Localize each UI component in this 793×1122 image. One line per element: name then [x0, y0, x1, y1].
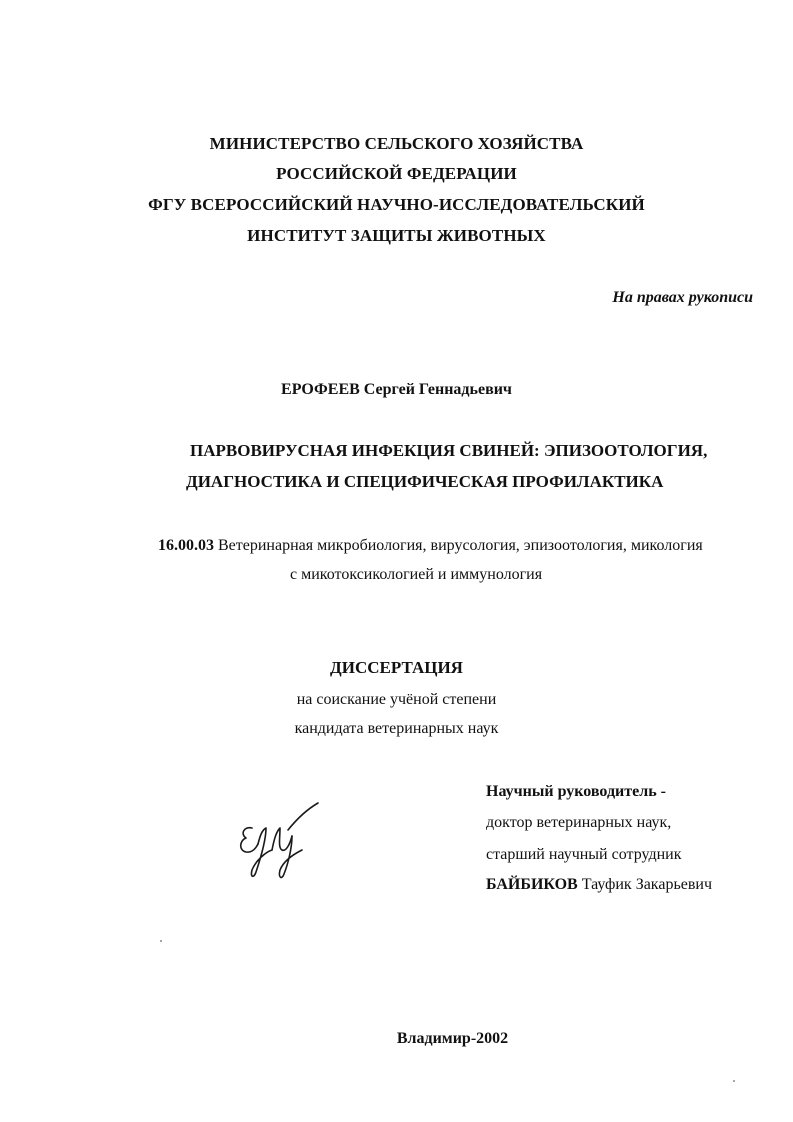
- scan-speck: [160, 940, 162, 942]
- institution-line-4: ИНСТИТУТ ЗАЩИТЫ ЖИВОТНЫХ: [247, 226, 546, 245]
- place-year: Владимир-2002: [396, 1030, 509, 1047]
- thesis-title-line-1: ПАРВОВИРУСНАЯ ИНФЕКЦИЯ СВИНЕЙ: ЭПИЗООТОЛОГИЯ,: [190, 441, 708, 460]
- supervisor-position: старший научный сотрудник: [486, 846, 682, 863]
- supervisor-given-name: Тауфик Закарьевич: [581, 876, 712, 893]
- manuscript-note: На правах рукописи: [612, 289, 753, 306]
- institution-line-2: РОССИЙСКОЙ ФЕДЕРАЦИИ: [276, 164, 517, 183]
- specialty-line-1: [158, 536, 703, 556]
- degree-line-2: кандидата ветеринарных наук: [294, 720, 499, 737]
- supervisor-heading: Научный руководитель -: [486, 783, 666, 800]
- institution-line-1: МИНИСТЕРСТВО СЕЛЬСКОГО ХОЗЯЙСТВА: [209, 134, 584, 153]
- degree-line-1: на соискание учёной степени: [296, 691, 497, 708]
- institution-line-3: ФГУ ВСЕРОССИЙСКИЙ НАУЧНО-ИССЛЕДОВАТЕЛЬСКИЙ: [148, 195, 645, 214]
- supervisor-name: [486, 875, 712, 895]
- supervisor-degree: доктор ветеринарных наук,: [486, 814, 672, 831]
- thesis-title-line-2: ДИАГНОСТИКА И СПЕЦИФИЧЕСКАЯ ПРОФИЛАКТИКА: [186, 472, 664, 491]
- author-surname: ЕРОФЕЕВ: [281, 381, 360, 398]
- handwritten-signature: [232, 800, 327, 885]
- supervisor-surname: БАЙБИКОВ: [486, 876, 578, 893]
- author-given-name: Сергей Геннадьевич: [363, 381, 512, 398]
- specialty-description: Ветеринарная микробиология, вирусология, эпизоотология, микология: [218, 537, 703, 554]
- specialty-line-2: с микотоксикологией и иммунология: [290, 566, 543, 583]
- scan-speck: [733, 1080, 735, 1082]
- specialty-code: 16.00.03: [158, 537, 214, 554]
- document-type-heading: ДИССЕРТАЦИЯ: [330, 658, 463, 677]
- author-name: [0, 380, 793, 400]
